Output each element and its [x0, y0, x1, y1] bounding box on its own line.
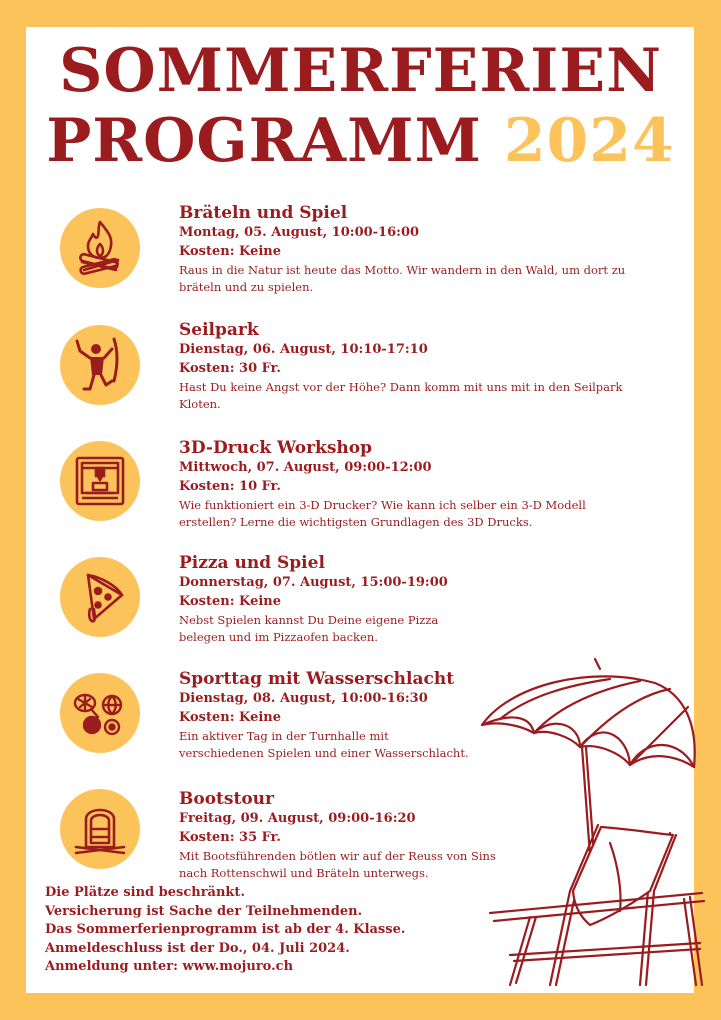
sports-balls-icon	[60, 673, 140, 753]
event-cost: Kosten: Keine	[179, 710, 282, 725]
event-title: Pizza und Spiel	[179, 553, 325, 573]
event-description: Ein aktiver Tag in der Turnhalle mit verschiedenen Spielen und einer Wasserschlacht.	[179, 729, 469, 760]
campfire-icon	[60, 208, 140, 288]
event-date: Montag, 05. August, 10:00-16:00	[179, 225, 420, 240]
pizza-slice-icon	[60, 557, 140, 637]
event-pizza	[179, 553, 659, 646]
beach-umbrella-chair-illustration	[470, 655, 710, 995]
event-cost: Kosten: 30 Fr.	[179, 361, 281, 376]
footer-line: Das Sommerferienprogramm ist ab der 4. Klasse.	[45, 922, 406, 937]
event-date: Donnerstag, 07. August, 15:00-19:00	[179, 575, 448, 590]
event-date: Freitag, 09. August, 09:00-16:20	[179, 811, 416, 826]
event-description: Raus in die Natur ist heute das Motto. Wir wandern in den Wald, um dort zu bräteln und zu spielen.	[179, 263, 626, 294]
event-description: Nebst Spielen kannst Du Deine eigene Pizza belegen und im Pizzaofen backen.	[179, 613, 439, 644]
footer-line: Versicherung ist Sache der Teilnehmenden.	[45, 903, 363, 919]
event-title: Bräteln und Spiel	[179, 203, 348, 223]
event-description: Mit Bootsführenden bötlen wir auf der Reuss von Sins nach Rottenschwil und Bräteln unterwegs.	[179, 849, 496, 880]
event-description: Hast Du keine Angst vor der Höhe? Dann komm mit uns mit in den Seilpark Kloten.	[179, 380, 623, 411]
footer-info	[45, 884, 405, 977]
footer-deadline: Anmeldeschluss ist der Do., 04. Juli 2024.	[45, 940, 350, 956]
poster-title: SOMMERFERIEN	[59, 36, 662, 106]
event-date: Mittwoch, 07. August, 09:00-12:00	[179, 460, 432, 475]
3d-printer-icon	[60, 441, 140, 521]
event-title: Seilpark	[179, 320, 259, 340]
footer-registration-link[interactable]: Anmeldung unter: www.mojuro.ch	[45, 959, 294, 974]
event-cost: Kosten: 10 Fr.	[179, 479, 281, 494]
event-title: Bootstour	[179, 789, 274, 809]
event-3d-druck	[179, 438, 659, 531]
event-title: 3D-Druck Workshop	[179, 438, 372, 458]
boat-icon	[60, 789, 140, 869]
event-date: Dienstag, 08. August, 10:00-16:30	[179, 691, 428, 706]
event-cost: Kosten: Keine	[179, 244, 282, 259]
subtitle-word: PROGRAMM	[46, 106, 482, 176]
footer-line: Die Plätze sind beschränkt.	[45, 885, 245, 900]
event-seilpark	[179, 320, 659, 413]
event-braeteln	[179, 203, 659, 296]
event-title: Sporttag mit Wasserschlacht	[179, 669, 455, 689]
event-cost: Kosten: 35 Fr.	[179, 830, 281, 845]
climber-icon	[60, 325, 140, 405]
year-label: 2024	[503, 106, 675, 176]
event-date: Dienstag, 06. August, 10:10-17:10	[179, 342, 428, 357]
event-cost: Kosten: Keine	[179, 594, 282, 609]
poster-subtitle	[0, 106, 721, 176]
event-description: Wie funktioniert ein 3-D Drucker? Wie kann ich selber ein 3-D Modell erstellen? Lerne die wichtigsten Grundlagen des 3D Drucks.	[179, 498, 586, 529]
